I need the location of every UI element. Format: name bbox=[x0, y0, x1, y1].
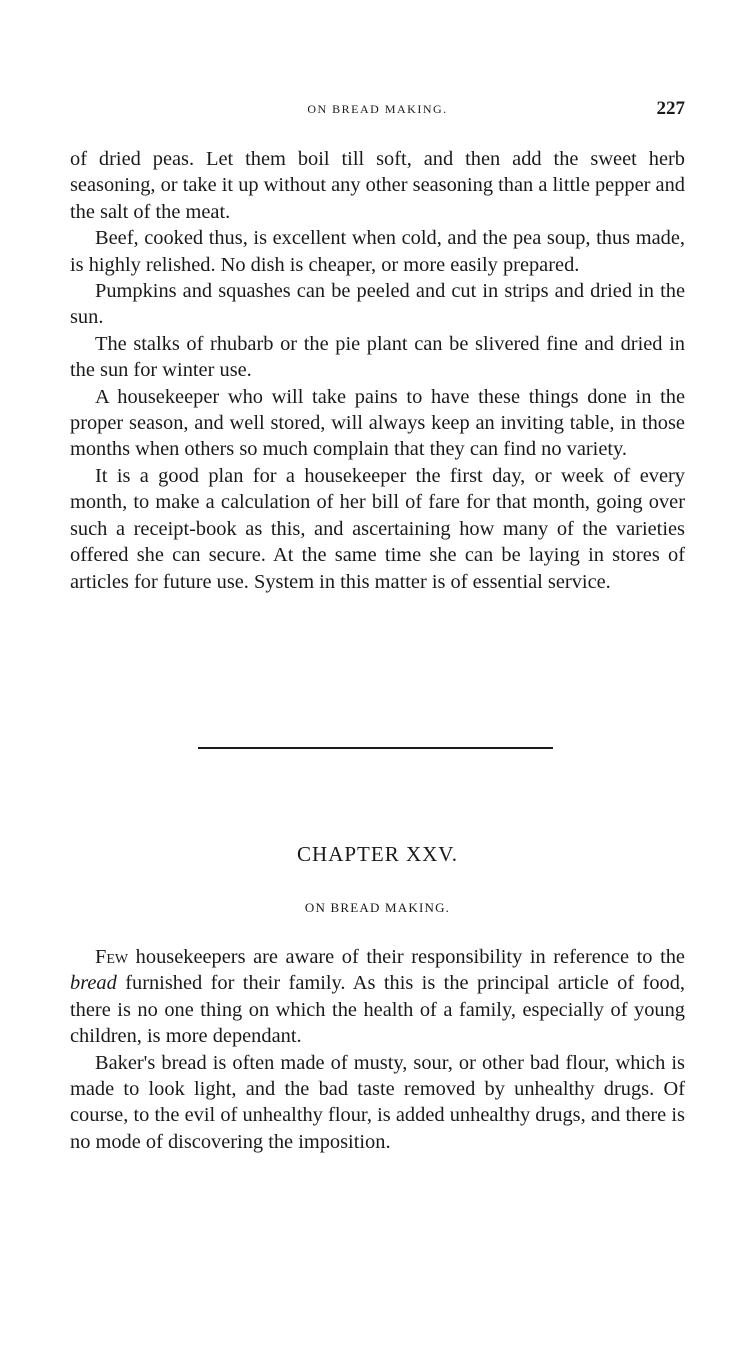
paragraph-pumpkins: Pumpkins and squashes can be peeled and cut in strips and dried in the sun. bbox=[70, 280, 685, 329]
paragraph-housekeeper: A housekeeper who will take pains to have these things done in the proper season, and well stored, will always keep an inviting table, in those months when others so much complain that they can find no variety. bbox=[70, 385, 685, 461]
opening-word: Few bbox=[95, 946, 129, 968]
running-head bbox=[70, 98, 685, 122]
body-text-chapter bbox=[70, 944, 685, 1155]
paragraph-responsibility bbox=[70, 944, 685, 1050]
paragraph-good-plan: It is a good plan for a housekeeper the first day, or week of every month, to make a calculation of her bill of fare for that month, going over such a receipt-book as this, and ascertaining how many of the varieties offered she can secure. At the same time she can be laying in stores of articles for future use. System in this matter is of essential service. bbox=[70, 464, 685, 593]
chapter-title: CHAPTER XXV. bbox=[297, 842, 458, 866]
paragraph-text-part: housekeepers are aware of their responsibility in reference to the bbox=[128, 946, 685, 968]
paragraph-rhubarb: The stalks of rhubarb or the pie plant can be slivered fine and dried in the sun for winter use. bbox=[70, 332, 685, 382]
chapter-subtitle: ON BREAD MAKING. bbox=[304, 900, 451, 915]
paragraph-bakers-bread: Baker's bread is often made of musty, sour, or other bad flour, which is made to look light, and the bad taste removed by unhealthy drugs. Of course, to the evil of unhealthy flour, is added unhealthy drugs, and there is no mode of discovering the imposition. bbox=[70, 1051, 685, 1153]
paragraph-beef: Beef, cooked thus, is excellent when cold, and the pea soup, thus made, is highly relished. No dish is cheaper, or more easily prepared. bbox=[70, 227, 685, 276]
italic-word: bread bbox=[70, 972, 117, 995]
running-title: ON BREAD MAKING. bbox=[307, 102, 448, 116]
section-divider bbox=[198, 747, 553, 749]
paragraph-continuation: of dried peas. Let them boil till soft, and then add the sweet herb seasoning, or take it up without any other seasoning than a little pepper and the salt of the meat. bbox=[70, 148, 685, 223]
paragraph-text-part: furnished for their family. As this is the principal article of food, there is no one thing on which the health of a family, especially of young children, is more dependant. bbox=[70, 972, 685, 1048]
body-text-top bbox=[70, 146, 685, 595]
page-number: 227 bbox=[656, 98, 685, 119]
